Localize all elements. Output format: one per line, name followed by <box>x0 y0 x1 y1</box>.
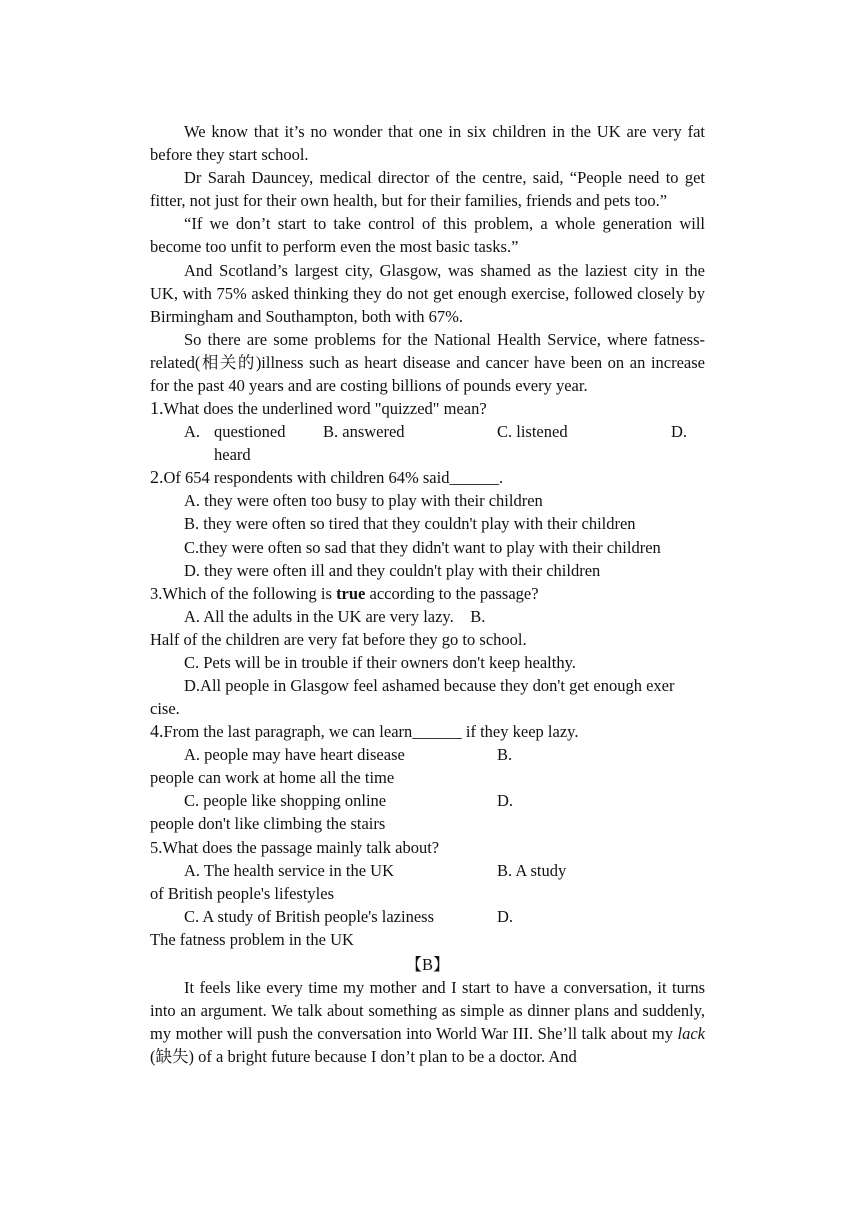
paragraph: And Scotland’s largest city, Glasgow, was shamed as the laziest city in the UK, with 75% asked thinking they do not get enough exercise, followed closely by Birmingham and Southampton, both with 67%. <box>150 260 705 326</box>
question-text: 3.Which of the following is <box>150 583 337 603</box>
question-text: Of 654 respondents with children 64% said______. <box>163 468 504 488</box>
chinese-gloss: 相关的 <box>200 352 256 372</box>
option-b-letter: B. A study <box>497 860 567 880</box>
option-d-line2: cise. <box>150 699 180 719</box>
paragraph-text: So there are some problems for the National Health Service, where fatness-related( <box>150 329 705 372</box>
paragraph: We know that it’s no wonder that one in six children in the UK are very fat before they start school. <box>150 122 705 165</box>
question-emphasis: true <box>336 583 366 603</box>
option-row <box>150 789 705 812</box>
option-row <box>150 859 705 882</box>
question-number: 1. <box>150 398 164 419</box>
chinese-gloss: (缺失) <box>150 1047 194 1067</box>
document-page <box>150 120 705 1068</box>
option-d-letter: D. <box>497 906 514 926</box>
option-a-text: questioned <box>214 422 286 442</box>
question-text: according to the passage? <box>365 583 539 603</box>
option-c: C. Pets will be in trouble if their owners don't keep healthy. <box>184 652 576 672</box>
option-a: A. The health service in the UK <box>184 860 395 880</box>
option-d-text: people don't like climbing the stairs <box>150 814 386 834</box>
option-d-line1: D.All people in Glasgow feel ashamed because they don't get enough exer <box>184 676 675 696</box>
option-d: D. they were often ill and they couldn't play with their children <box>184 560 601 580</box>
option-b: B. answered <box>323 422 405 442</box>
option-c: C. listened <box>497 422 568 442</box>
question-text: What does the underlined word "quizzed" mean? <box>163 399 487 419</box>
option-b-text: Half of the children are very fat before they go to school. <box>150 629 527 649</box>
paragraph <box>150 976 705 1068</box>
option-d-letter: D. <box>671 422 688 442</box>
paragraph-text: )illness such as heart disease and cancer have been on an increase for the past 40 years and are costing billions of pounds every year. <box>150 352 705 396</box>
question-4 <box>150 720 705 743</box>
question-end: . <box>574 722 579 742</box>
option-d-letter: D. <box>497 791 514 811</box>
question-5: 5.What does the passage mainly talk about? <box>150 837 440 857</box>
paragraph-text: of a bright future because I don’t plan to be a doctor. And <box>194 1047 577 1067</box>
question-1-options <box>150 420 705 466</box>
question-3 <box>150 582 705 605</box>
option-b-text: people can work at home all the time <box>150 768 395 788</box>
option-row <box>150 905 705 928</box>
italic-word: lack <box>677 1024 705 1044</box>
paragraph: “If we don’t start to take control of this problem, a whole generation will become too unfit to perform even the most basic tasks.” <box>150 214 705 257</box>
option-b-letter: B. <box>470 606 486 626</box>
option-a-text: A. All the adults in the UK are very lazy. <box>184 606 454 626</box>
option-a-letter: A. <box>184 422 201 442</box>
option-d-text: The fatness problem in the UK <box>150 929 354 949</box>
paragraph <box>150 328 705 397</box>
question-text: From the last paragraph, we can learn______ if they keep lazy <box>163 722 575 742</box>
option-a <box>150 605 705 628</box>
section-heading: 【B】 <box>405 954 450 974</box>
option-a: A. people may have heart disease <box>184 745 405 765</box>
option-d-text: heard <box>214 445 251 465</box>
option-row <box>150 743 705 766</box>
option-c: C. people like shopping online <box>184 791 387 811</box>
question-number: 2. <box>150 467 164 488</box>
option-a: A. they were often too busy to play with their children <box>184 491 543 511</box>
paragraph: Dr Sarah Dauncey, medical director of the centre, said, “People need to get fitter, not just for their own health, but for their families, friends and pets too.” <box>150 168 705 211</box>
option-b-text: of British people's lifestyles <box>150 883 334 903</box>
option-b-letter: B. <box>497 745 513 765</box>
question-1 <box>150 397 705 420</box>
paragraph-text: It feels like every time my mother and I start to have a conversation, it turns into an argument. We talk about something as simple as dinner plans and suddenly, my mother will push the conversation into World War III. She’ll talk about my <box>150 977 705 1044</box>
option-c: C.they were often so sad that they didn't want to play with their children <box>184 537 661 557</box>
option-c: C. A study of British people's laziness <box>184 906 435 926</box>
question-number: 4. <box>150 721 164 742</box>
option-b: B. they were often so tired that they couldn't play with their children <box>184 514 636 534</box>
question-2 <box>150 466 705 489</box>
